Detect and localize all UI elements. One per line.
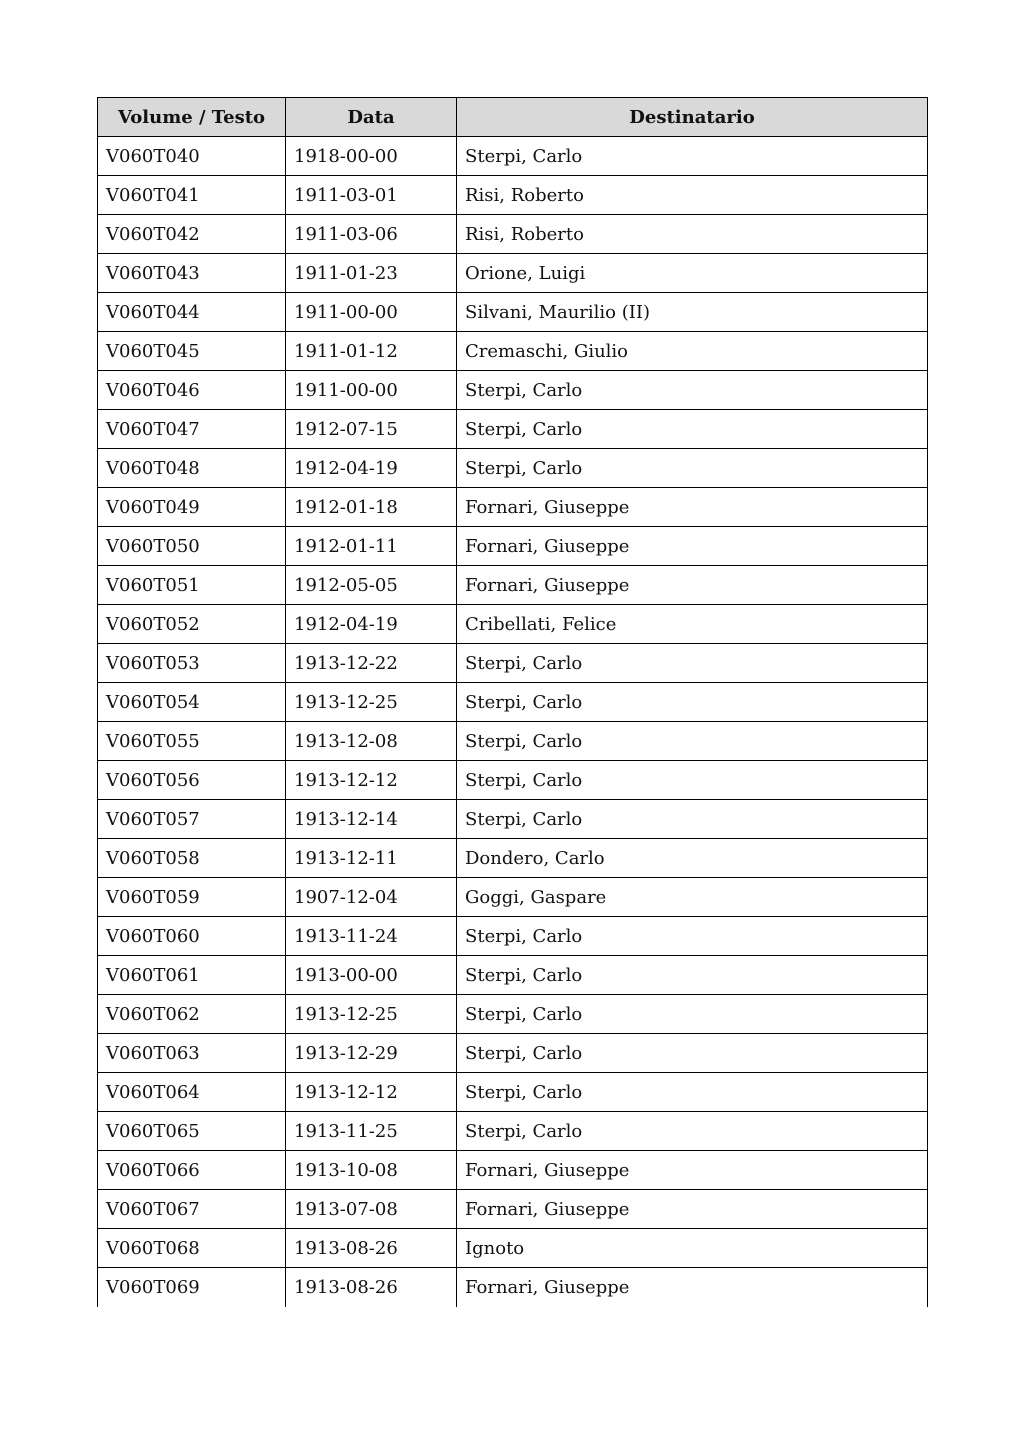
cell-volume-testo: V060T050 <box>98 527 286 566</box>
cell-destinatario: Fornari, Giuseppe <box>457 527 928 566</box>
cell-volume-testo: V060T058 <box>98 839 286 878</box>
cell-data: 1913-10-08 <box>286 1151 457 1190</box>
table-row <box>98 1073 928 1112</box>
cell-destinatario: Fornari, Giuseppe <box>457 1268 928 1307</box>
cell-data: 1913-12-12 <box>286 1073 457 1112</box>
cell-destinatario: Sterpi, Carlo <box>457 995 928 1034</box>
column-header-volume-testo: Volume / Testo <box>98 98 286 137</box>
cell-data: 1913-12-22 <box>286 644 457 683</box>
table-row <box>98 566 928 605</box>
table-row <box>98 293 928 332</box>
cell-data: 1913-08-26 <box>286 1268 457 1307</box>
cell-destinatario: Risi, Roberto <box>457 176 928 215</box>
cell-data: 1918-00-00 <box>286 137 457 176</box>
cell-volume-testo: V060T064 <box>98 1073 286 1112</box>
cell-destinatario: Sterpi, Carlo <box>457 449 928 488</box>
table-row <box>98 410 928 449</box>
cell-destinatario: Goggi, Gaspare <box>457 878 928 917</box>
cell-data: 1911-03-01 <box>286 176 457 215</box>
cell-volume-testo: V060T057 <box>98 800 286 839</box>
table-row <box>98 995 928 1034</box>
cell-destinatario: Ignoto <box>457 1229 928 1268</box>
table-row <box>98 917 928 956</box>
cell-volume-testo: V060T066 <box>98 1151 286 1190</box>
cell-data: 1913-07-08 <box>286 1190 457 1229</box>
column-header-data: Data <box>286 98 457 137</box>
cell-destinatario: Sterpi, Carlo <box>457 1034 928 1073</box>
cell-data: 1913-12-11 <box>286 839 457 878</box>
cell-data: 1913-11-24 <box>286 917 457 956</box>
cell-volume-testo: V060T056 <box>98 761 286 800</box>
cell-volume-testo: V060T067 <box>98 1190 286 1229</box>
cell-volume-testo: V060T051 <box>98 566 286 605</box>
table-row <box>98 371 928 410</box>
table-row <box>98 1034 928 1073</box>
cell-destinatario: Fornari, Giuseppe <box>457 488 928 527</box>
table-row <box>98 254 928 293</box>
cell-data: 1911-01-12 <box>286 332 457 371</box>
table-body <box>98 137 928 1307</box>
cell-volume-testo: V060T060 <box>98 917 286 956</box>
cell-destinatario: Orione, Luigi <box>457 254 928 293</box>
cell-destinatario: Sterpi, Carlo <box>457 800 928 839</box>
cell-volume-testo: V060T049 <box>98 488 286 527</box>
cell-destinatario: Sterpi, Carlo <box>457 683 928 722</box>
cell-volume-testo: V060T042 <box>98 215 286 254</box>
cell-destinatario: Cremaschi, Giulio <box>457 332 928 371</box>
cell-destinatario: Risi, Roberto <box>457 215 928 254</box>
cell-volume-testo: V060T065 <box>98 1112 286 1151</box>
table-row <box>98 1229 928 1268</box>
cell-data: 1912-04-19 <box>286 449 457 488</box>
cell-data: 1913-12-12 <box>286 761 457 800</box>
cell-destinatario: Sterpi, Carlo <box>457 137 928 176</box>
cell-volume-testo: V060T043 <box>98 254 286 293</box>
table-row <box>98 683 928 722</box>
cell-volume-testo: V060T054 <box>98 683 286 722</box>
cell-volume-testo: V060T068 <box>98 1229 286 1268</box>
cell-volume-testo: V060T048 <box>98 449 286 488</box>
table-row <box>98 527 928 566</box>
cell-data: 1911-03-06 <box>286 215 457 254</box>
table-row <box>98 722 928 761</box>
table-row <box>98 956 928 995</box>
cell-destinatario: Sterpi, Carlo <box>457 410 928 449</box>
cell-destinatario: Sterpi, Carlo <box>457 1112 928 1151</box>
cell-volume-testo: V060T059 <box>98 878 286 917</box>
cell-data: 1912-01-18 <box>286 488 457 527</box>
cell-destinatario: Sterpi, Carlo <box>457 956 928 995</box>
letters-table <box>97 97 928 1307</box>
cell-data: 1912-04-19 <box>286 605 457 644</box>
cell-destinatario: Sterpi, Carlo <box>457 1073 928 1112</box>
table-row <box>98 137 928 176</box>
cell-data: 1913-00-00 <box>286 956 457 995</box>
cell-volume-testo: V060T040 <box>98 137 286 176</box>
table-row <box>98 644 928 683</box>
cell-data: 1913-12-14 <box>286 800 457 839</box>
table-row <box>98 215 928 254</box>
table-row <box>98 839 928 878</box>
cell-volume-testo: V060T053 <box>98 644 286 683</box>
cell-data: 1912-01-11 <box>286 527 457 566</box>
cell-volume-testo: V060T041 <box>98 176 286 215</box>
table-row <box>98 332 928 371</box>
table-row <box>98 176 928 215</box>
table-row <box>98 761 928 800</box>
cell-data: 1911-01-23 <box>286 254 457 293</box>
cell-volume-testo: V060T069 <box>98 1268 286 1307</box>
cell-volume-testo: V060T061 <box>98 956 286 995</box>
cell-data: 1907-12-04 <box>286 878 457 917</box>
cell-volume-testo: V060T063 <box>98 1034 286 1073</box>
cell-data: 1911-00-00 <box>286 293 457 332</box>
cell-destinatario: Sterpi, Carlo <box>457 722 928 761</box>
cell-volume-testo: V060T045 <box>98 332 286 371</box>
table-row <box>98 488 928 527</box>
table-row <box>98 605 928 644</box>
column-header-destinatario: Destinatario <box>457 98 928 137</box>
cell-data: 1913-12-08 <box>286 722 457 761</box>
table-row <box>98 1151 928 1190</box>
cell-volume-testo: V060T046 <box>98 371 286 410</box>
cell-volume-testo: V060T047 <box>98 410 286 449</box>
cell-destinatario: Cribellati, Felice <box>457 605 928 644</box>
table-header-row <box>98 98 928 137</box>
cell-data: 1912-07-15 <box>286 410 457 449</box>
cell-volume-testo: V060T062 <box>98 995 286 1034</box>
cell-volume-testo: V060T044 <box>98 293 286 332</box>
cell-destinatario: Sterpi, Carlo <box>457 917 928 956</box>
table-row <box>98 449 928 488</box>
cell-destinatario: Silvani, Maurilio (II) <box>457 293 928 332</box>
cell-destinatario: Fornari, Giuseppe <box>457 566 928 605</box>
document-page <box>97 97 927 1307</box>
cell-data: 1913-12-25 <box>286 995 457 1034</box>
cell-data: 1913-12-25 <box>286 683 457 722</box>
cell-destinatario: Sterpi, Carlo <box>457 644 928 683</box>
cell-data: 1913-08-26 <box>286 1229 457 1268</box>
cell-data: 1911-00-00 <box>286 371 457 410</box>
table-row <box>98 878 928 917</box>
table-row <box>98 800 928 839</box>
cell-destinatario: Dondero, Carlo <box>457 839 928 878</box>
table-row <box>98 1190 928 1229</box>
cell-destinatario: Fornari, Giuseppe <box>457 1151 928 1190</box>
cell-destinatario: Sterpi, Carlo <box>457 761 928 800</box>
cell-data: 1913-12-29 <box>286 1034 457 1073</box>
cell-volume-testo: V060T052 <box>98 605 286 644</box>
cell-volume-testo: V060T055 <box>98 722 286 761</box>
table-row <box>98 1112 928 1151</box>
cell-data: 1913-11-25 <box>286 1112 457 1151</box>
cell-destinatario: Fornari, Giuseppe <box>457 1190 928 1229</box>
cell-data: 1912-05-05 <box>286 566 457 605</box>
cell-destinatario: Sterpi, Carlo <box>457 371 928 410</box>
table-row <box>98 1268 928 1307</box>
